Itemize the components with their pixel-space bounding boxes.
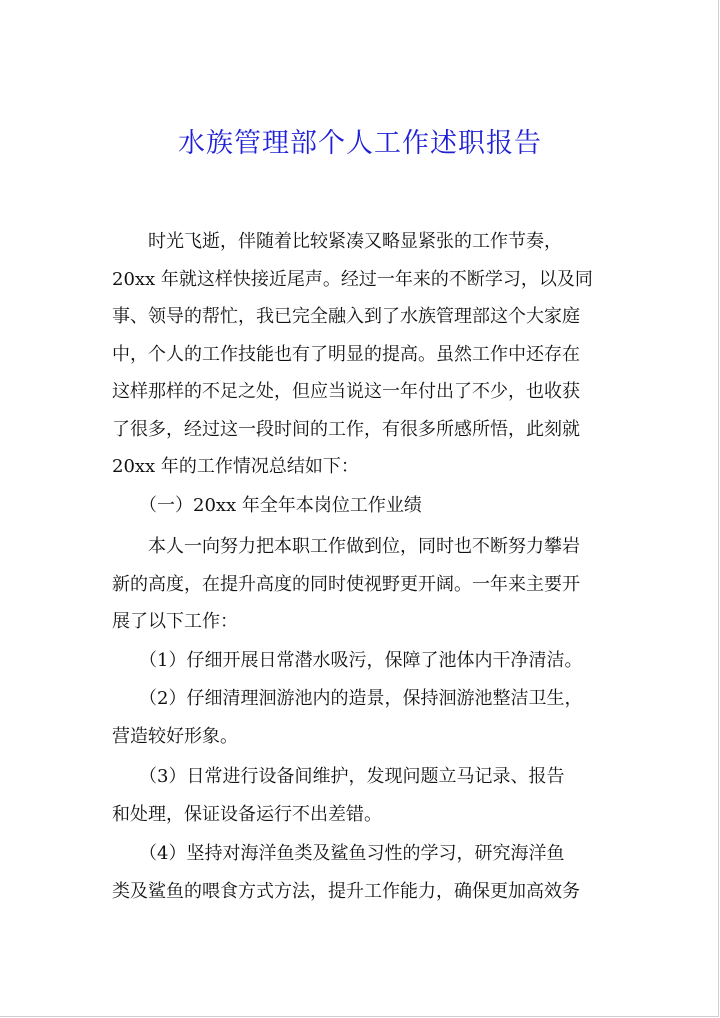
body-line: 类及鲨鱼的喂食方式方法，提升工作能力，确保更加高效务 (112, 881, 580, 902)
list-item: （4）坚持对海洋鱼类及鲨鱼习性的学习，研究海洋鱼 (112, 843, 565, 864)
body-line: 时光飞逝，伴随着比较紧凑又略显紧张的工作节奏， (112, 231, 562, 252)
list-item: （2）仔细清理洄游池内的造景，保持洄游池整洁卫生， (112, 688, 583, 709)
body-line: 20xx 年就这样快接近尾声。经过一年来的不断学习，以及同 (112, 269, 593, 290)
body-line: 了很多，经过这一段时间的工作，有很多所感所悟，此刻就 (112, 419, 580, 440)
list-item: （3）日常进行设备间维护，发现问题立马记录、报告 (112, 766, 565, 787)
body-line: 新的高度，在提升高度的同时使视野更开阔。一年来主要开 (112, 574, 580, 595)
list-item: （1）仔细开展日常潜水吸污，保障了池体内干净清洁。 (112, 650, 583, 671)
document-title: 水族管理部个人工作述职报告 (178, 128, 542, 159)
body-line: 这样那样的不足之处，但应当说这一年付出了不少，也收获 (112, 381, 580, 402)
body-line: 展了以下工作： (112, 611, 238, 632)
body-line: 本人一向努力把本职工作做到位，同时也不断努力攀岩 (112, 536, 580, 557)
body-line: 和处理，保证设备运行不出差错。 (112, 804, 382, 825)
body-line: 中，个人的工作技能也有了明显的提高。虽然工作中还存在 (112, 344, 580, 365)
body-line: 20xx 年的工作情况总结如下： (112, 456, 359, 477)
section-heading: （一）20xx 年全年本岗位工作业绩 (112, 495, 422, 516)
body-line: 事、领导的帮忙，我已完全融入到了水族管理部这个大家庭 (112, 306, 580, 327)
body-line: 营造较好形象。 (112, 726, 238, 747)
